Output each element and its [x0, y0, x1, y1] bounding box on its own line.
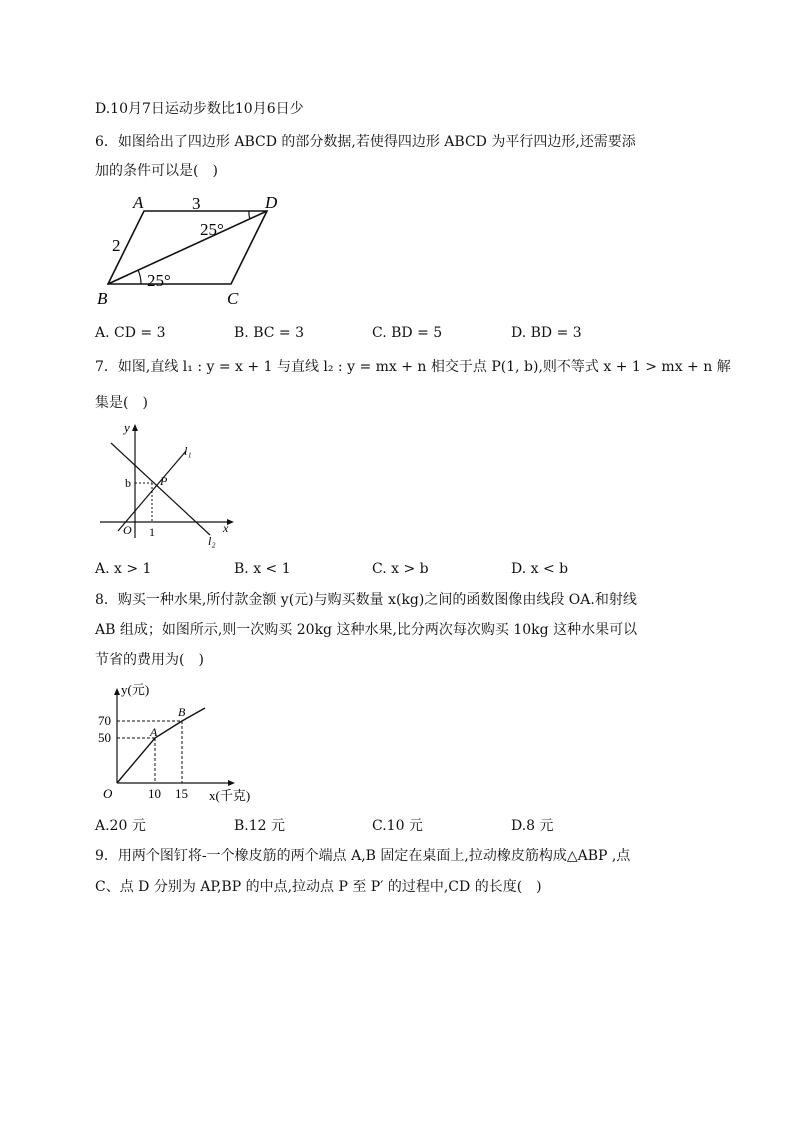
q5-option-d: D.10月7日运动步数比10月6日少 — [95, 101, 304, 117]
q7-point-p: P — [160, 474, 168, 488]
q7-option-d: D. x < b — [511, 561, 569, 577]
q8-option-d: D.8 元 — [511, 818, 554, 834]
q6-stem-line2: 加的条件可以是( ) — [95, 163, 218, 179]
q6-side-ab: 2 — [112, 236, 121, 255]
q7-y-axis-arrow — [132, 424, 138, 431]
q8-origin-label: O — [103, 786, 113, 801]
q7-x-label: x — [223, 521, 229, 535]
q7-stem-line2: 集是( ) — [95, 395, 148, 411]
q8-stem-line2: AB 组成；如图所示,则一次购买 20kg 这种水果,比分两次每次购买 10kg 这种水果可以 — [95, 622, 638, 638]
q8-x-axis-arrow — [228, 780, 235, 786]
q8-point-b: B — [178, 705, 186, 719]
q6-label-d: D — [265, 193, 278, 212]
q8-option-b: B.12 元 — [234, 818, 286, 834]
q8-stem-line1: 8．购买一种水果,所付款金额 y(元)与购买数量 x(kg)之间的函数图像由线段 OA.和射线 — [95, 592, 637, 608]
q6-parallelogram-figure — [95, 190, 295, 310]
q6-option-d: D. BD = 3 — [511, 325, 582, 341]
q8-tick-70: 70 — [98, 713, 111, 728]
q8-point-a: A — [150, 725, 158, 739]
q8-tick-15: 15 — [175, 786, 188, 801]
q6-diagonal-bd — [108, 211, 267, 284]
q9-stem-line2: C、点 D 分别为 AP,BP 的中点,拉动点 P 至 P′ 的过程中,CD 的长度( ) — [95, 879, 542, 895]
q7-label-l2: l₂ — [208, 534, 216, 548]
q6-side-ad: 3 — [192, 194, 201, 213]
q6-angle-d-label: 25° — [200, 220, 224, 239]
q7-option-c: C. x > b — [372, 561, 429, 577]
q6-label-b: B — [97, 289, 108, 308]
q8-x-label: x(千克) — [209, 788, 251, 803]
q6-angle-b-label: 25° — [147, 271, 171, 290]
q6-label-c: C — [227, 289, 239, 308]
q6-label-a: A — [133, 193, 144, 212]
q8-graph-line — [117, 708, 205, 783]
q6-angle-arc-d — [249, 211, 250, 219]
q8-option-c: C.10 元 — [372, 818, 423, 834]
q7-y-label: y — [124, 420, 130, 435]
q7-label-l1: l₁ — [184, 444, 192, 458]
q8-y-axis-arrow — [114, 688, 120, 695]
q7-tick-1: 1 — [149, 525, 155, 539]
q8-tick-50: 50 — [98, 730, 111, 745]
q8-option-a: A.20 元 — [95, 818, 146, 834]
q6-option-c: C. BD = 5 — [372, 325, 443, 341]
q7-stem-line1: 7．如图,直线 l₁ : y = x + 1 与直线 l₂ : y = mx + n 相交于点 P(1, b),则不等式 x + 1 > mx + n 解 — [95, 359, 731, 375]
q9-stem-line1: 9．用两个图钉将-一个橡皮筋的两个端点 A,B 固定在桌面上,拉动橡皮筋构成△ABP ,点 — [95, 848, 631, 864]
q8-tick-10: 10 — [148, 786, 161, 801]
q7-origin-label: O — [123, 523, 132, 537]
q8-y-label: y(元) — [121, 682, 150, 697]
q6-stem-line1: 6．如图给出了四边形 ABCD 的部分数据,若使得四边形 ABCD 为平行四边形,还需要添 — [95, 134, 636, 150]
q6-angle-arc-b — [138, 270, 141, 284]
q8-graph-figure — [95, 678, 270, 808]
q6-option-b: B. BC = 3 — [234, 325, 304, 341]
q7-option-b: B. x < 1 — [234, 561, 291, 577]
q8-stem-line3: 节省的费用为( ) — [95, 652, 204, 668]
q7-option-a: A. x > 1 — [95, 561, 152, 577]
q7-graph-figure — [95, 418, 245, 548]
q7-tick-b: b — [125, 476, 131, 490]
q6-option-a: A. CD = 3 — [95, 325, 166, 341]
